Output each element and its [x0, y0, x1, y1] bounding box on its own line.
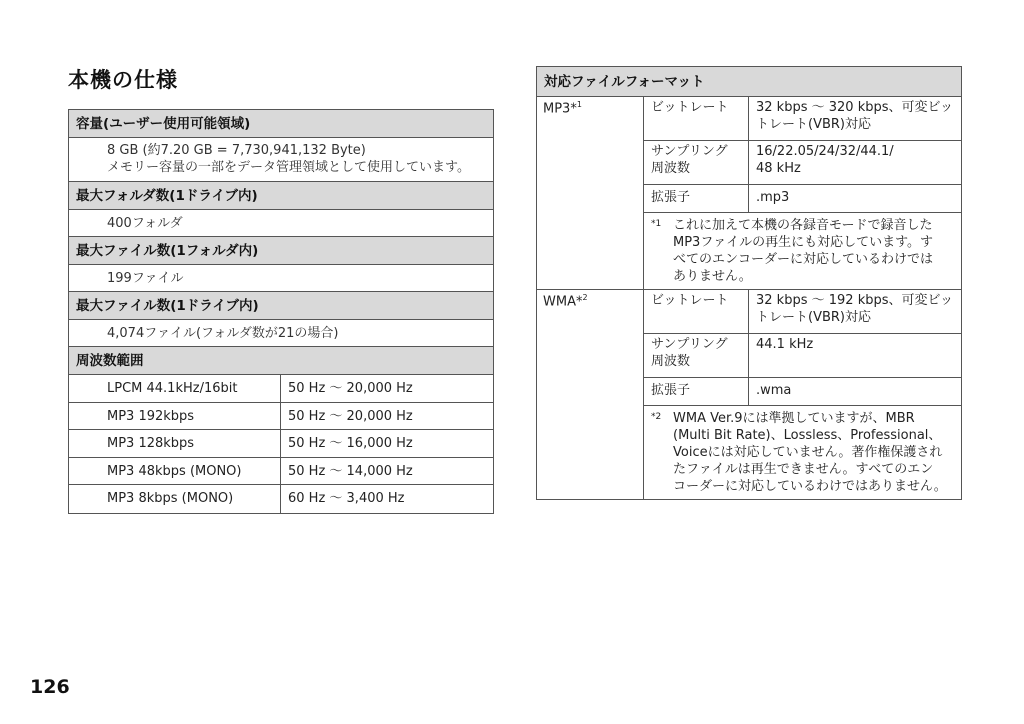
mp3-name: MP3*	[543, 101, 577, 117]
wma-footnote-ref: 2	[582, 293, 588, 302]
note-line: べてのエンコーダーに対応しているわけでは	[673, 252, 934, 267]
bitrate-line: トレート(VBR)対応	[756, 117, 871, 132]
bitrate-label: ビットレート	[644, 290, 749, 333]
sampling-label-line: 周波数	[651, 161, 691, 176]
note-line: Voiceには対応していません。著作権保護され	[673, 445, 943, 460]
bitrate-value	[749, 97, 961, 140]
wma-block	[537, 290, 961, 499]
frequency-range: 50 Hz ～ 14,000 Hz	[288, 463, 413, 479]
format-table	[536, 66, 962, 500]
capacity-line: 8 GB (約7.20 GB = 7,730,941,132 Byte)	[107, 143, 366, 158]
bitrate-line: トレート(VBR)対応	[756, 310, 871, 325]
wma-sampling-row	[644, 334, 961, 378]
sampling-value-line: 16/22.05/24/32/44.1/	[756, 144, 894, 159]
note-line: WMA Ver.9には準拠していますが、MBR	[673, 411, 915, 426]
frequency-range: 50 Hz ～ 20,000 Hz	[288, 381, 413, 396]
max-files-drive-value: 4,074ファイル(フォルダ数が21の場合)	[69, 320, 493, 347]
capacity-line: メモリー容量の一部をデータ管理領域として使用しています。	[107, 160, 470, 175]
mp3-ext-row	[644, 185, 961, 213]
max-files-folder-value: 199ファイル	[69, 265, 493, 292]
ext-label: 拡張子	[644, 185, 749, 212]
sampling-value	[749, 334, 961, 377]
max-files-drive-header: 最大ファイル数(1ドライブ内)	[69, 292, 493, 320]
ext-value: .mp3	[756, 190, 790, 205]
mp3-block	[537, 97, 961, 290]
bitrate-label: ビットレート	[644, 97, 749, 140]
note-line: ありません。	[673, 269, 752, 284]
sampling-label-line: サンプリング	[651, 144, 728, 159]
note-line: (Multi Bit Rate)、Lossless、Professional、	[673, 428, 942, 443]
page-number: 126	[30, 676, 70, 698]
max-files-folder-header: 最大ファイル数(1フォルダ内)	[69, 237, 493, 265]
max-folders-header: 最大フォルダ数(1ドライブ内)	[69, 182, 493, 210]
frequency-format: MP3 48kbps (MONO)	[69, 458, 281, 485]
mp3-note	[644, 213, 961, 289]
table-row	[69, 375, 493, 403]
note-mark: *1	[651, 219, 662, 229]
frequency-header: 周波数範囲	[69, 347, 493, 375]
frequency-format: MP3 192kbps	[69, 403, 281, 430]
wma-bitrate-row	[644, 290, 961, 334]
sampling-value-line: 44.1 kHz	[756, 337, 814, 352]
table-row	[69, 430, 493, 458]
wma-ext-row	[644, 378, 961, 406]
frequency-range: 50 Hz ～ 20,000 Hz	[288, 408, 413, 424]
frequency-format: LPCM 44.1kHz/16bit	[69, 375, 281, 402]
note-line: たファイルは再生できません。すべてのエン	[673, 462, 934, 477]
sampling-value	[749, 141, 961, 184]
sampling-value-line: 48 kHz	[756, 161, 801, 176]
wma-format-name	[537, 290, 644, 499]
sampling-label-line: 周波数	[651, 354, 691, 369]
bitrate-line: 32 kbps ～ 320 kbps、可変ビッ	[756, 100, 953, 115]
max-folders-value: 400フォルダ	[69, 210, 493, 237]
table-row	[69, 485, 493, 513]
note-text	[673, 217, 933, 285]
capacity-value	[69, 138, 493, 182]
bitrate-value	[749, 290, 961, 333]
note-line: MP3ファイルの再生にも対応しています。す	[673, 235, 934, 250]
sampling-label-line: サンプリング	[651, 337, 728, 352]
spec-table	[68, 109, 494, 514]
note-mark: *2	[651, 412, 662, 422]
capacity-header: 容量(ユーザー使用可能領域)	[69, 110, 493, 138]
table-row	[69, 403, 493, 431]
note-line: これに加えて本機の各録音モードで録音した	[673, 218, 933, 233]
frequency-format: MP3 128kbps	[69, 430, 281, 457]
note-text	[673, 410, 947, 495]
mp3-sampling-row	[644, 141, 961, 185]
table-row	[69, 458, 493, 486]
frequency-range: 60 Hz ～ 3,400 Hz	[288, 491, 405, 506]
mp3-format-name	[537, 97, 644, 289]
frequency-format: MP3 8kbps (MONO)	[69, 485, 281, 513]
sampling-label	[644, 334, 749, 377]
wma-note	[644, 406, 961, 499]
format-table-header: 対応ファイルフォーマット	[537, 67, 961, 97]
mp3-bitrate-row	[644, 97, 961, 141]
wma-name: WMA*	[543, 294, 583, 310]
bitrate-line: 32 kbps ～ 192 kbps、可変ビッ	[756, 293, 953, 308]
mp3-footnote-ref: 1	[576, 100, 582, 109]
note-line: コーダーに対応しているわけではありません。	[673, 479, 947, 494]
page-title: 本機の仕様	[68, 68, 178, 92]
frequency-table	[69, 375, 493, 513]
sampling-label	[644, 141, 749, 184]
ext-label: 拡張子	[644, 378, 749, 405]
ext-value: .wma	[756, 383, 792, 398]
frequency-range: 50 Hz ～ 16,000 Hz	[288, 436, 413, 451]
